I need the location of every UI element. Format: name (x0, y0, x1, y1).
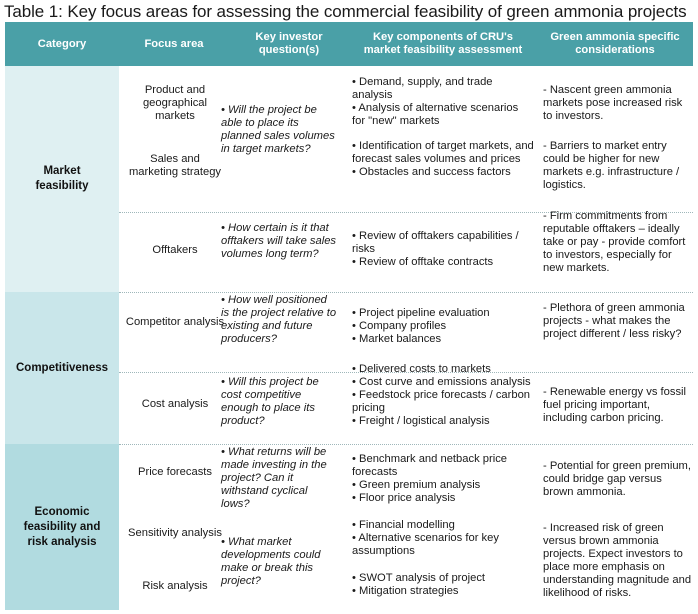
consideration-entry-barriers: - Barriers to market entry could be higher for new markets e.g. infrastructure / logistics. (543, 140, 680, 191)
consideration-energy-pricing: - Renewable energy vs fossil fuel pricing important, including carbon pricing. (543, 386, 687, 424)
focus-product-markets: Product and geographical markets (142, 84, 208, 122)
question-cost-competitive: • Will this project be cost competitive enough to place its product? (221, 376, 319, 427)
consideration-project-plethora: - Plethora of green ammonia projects - what makes the project different / less risky? (543, 302, 685, 340)
header-focus-area: Focus area (119, 22, 229, 66)
header-market-components: Key components of CRU's market feasibility assessment (349, 22, 537, 66)
components-target-markets: • Identification of target markets, and forecast sales volumes and prices • Obstacles and success factors (352, 140, 534, 178)
question-offtaker-certainty: • How certain is it that offtakers will take sales volumes long term? (221, 222, 337, 260)
components-benchmark-prices: • Benchmark and netback price forecasts • Green premium analysis • Floor price analysis (352, 453, 508, 504)
consideration-offtake-commitments: - Firm commitments from reputable offtakers – ideally take or pay - provide comfort to investors, especially for new markets. (543, 210, 686, 274)
focus-sensitivity-analysis: Sensitivity analysis (128, 527, 222, 539)
header-investor-question: Key investor question(s) (229, 22, 349, 66)
components-offtakers: • Review of offtakers capabilities / risks • Review of offtake contracts (352, 230, 519, 268)
question-place-volumes: • Will the project be able to place its planned sales volumes in target markets? (221, 104, 335, 155)
category-economic-feasibility (5, 444, 119, 610)
components-project-pipeline: • Project pipeline evaluation • Company profiles • Market balances (352, 307, 490, 345)
components-delivered-costs: • Delivered costs to markets • Cost curve and emissions analysis • Feedstock price forecasts / carbon pricing • Freight / logistical analysis (352, 363, 531, 427)
consideration-nascent-markets: - Nascent green ammonia markets pose increased risk to investors. (543, 84, 683, 122)
focus-competitor-analysis: Competitor analysis (125, 316, 225, 328)
row-separator (119, 444, 693, 445)
focus-cost-analysis: Cost analysis (141, 398, 209, 410)
focus-areas-table (5, 22, 693, 610)
category-market-feasibility (5, 66, 119, 292)
category-label: Economic feasibility and risk analysis (23, 505, 101, 548)
row-separator (119, 292, 693, 293)
consideration-increased-risk: - Increased risk of green versus brown ammonia projects. Expect investors to place more emphasis on understanding magnitude and likelihood of risks. (543, 522, 692, 599)
table-title: Table 1: Key focus areas for assessing the commercial feasibility of green ammonia projects (4, 2, 687, 21)
consideration-green-premium: - Potential for green premium, could bridge gap versus brown ammonia. (543, 460, 691, 498)
category-label: Competitiveness (15, 361, 109, 374)
focus-risk-analysis: Risk analysis (142, 580, 208, 592)
header-category: Category (5, 22, 119, 66)
question-market-developments: • What market developments could make or break this project? (221, 536, 321, 587)
components-financial-modelling: • Financial modelling • Alternative scenarios for key assumptions (352, 519, 499, 557)
category-competitiveness (5, 292, 119, 444)
question-returns: • What returns will be made investing in the project? Can it withstand cyclical lows? (221, 446, 327, 510)
components-swot: • SWOT analysis of project • Mitigation strategies (352, 572, 486, 597)
focus-price-forecasts: Price forecasts (138, 466, 212, 478)
header-green-considerations: Green ammonia specific considerations (537, 22, 693, 66)
question-positioning: • How well positioned is the project relative to existing and future producers? (221, 294, 337, 345)
focus-offtakers: Offtakers (152, 244, 198, 256)
category-label: Market feasibility (35, 165, 89, 192)
components-demand-supply: • Demand, supply, and trade analysis • Analysis of alternative scenarios for "new" markets (352, 76, 519, 127)
focus-sales-strategy: Sales and marketing strategy (128, 153, 222, 178)
